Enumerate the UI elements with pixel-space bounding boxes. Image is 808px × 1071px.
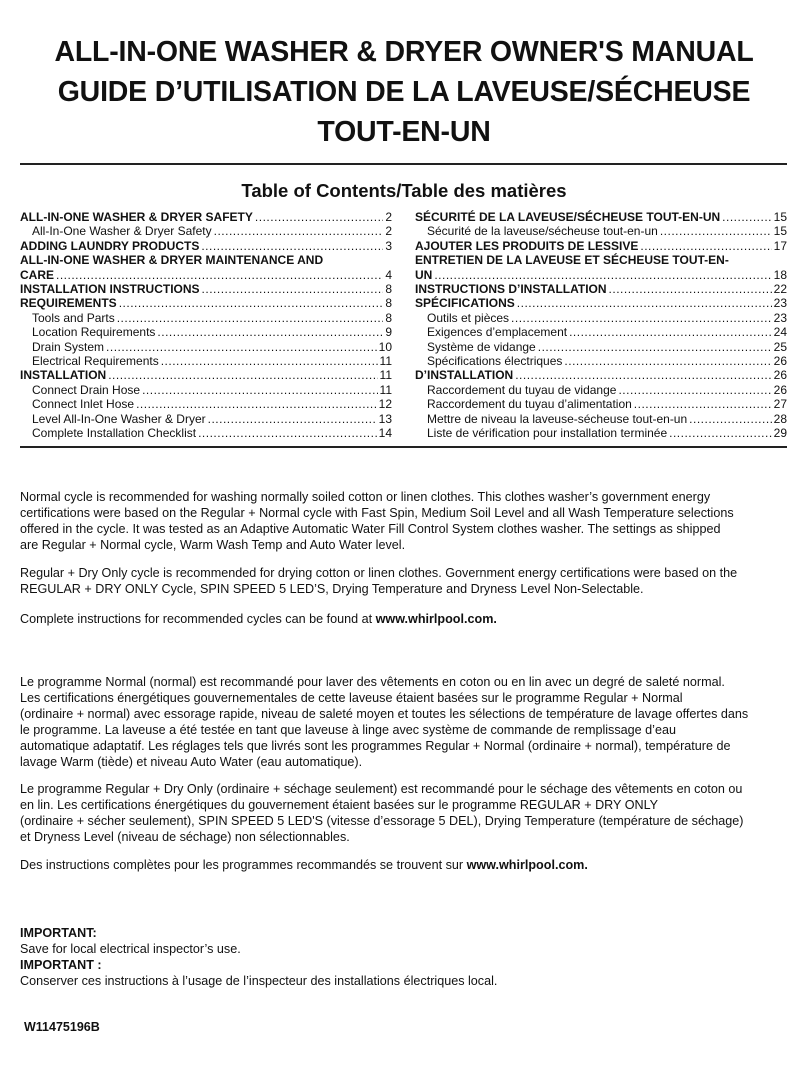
toc-entry[interactable]: [20, 383, 392, 397]
toc-leader-dots: [618, 383, 771, 397]
text-line: et Dryness Level (niveau de séchage) non sélectionnables.: [20, 830, 350, 844]
toc-entry-label: CARE: [20, 267, 55, 282]
title-divider: [20, 163, 787, 165]
text-line: are Regular + Normal cycle, Warm Wash Temp and Auto Water level.: [20, 538, 406, 552]
toc-entry-label: REQUIREMENTS: [20, 296, 117, 311]
toc-leader-dots: [255, 210, 383, 224]
toc-entry-label: Système de vidange: [427, 339, 536, 354]
toc-entry-page: 11: [379, 354, 392, 369]
toc-entry[interactable]: [20, 325, 392, 339]
toc-entry[interactable]: [415, 325, 787, 339]
toc-entry-label: Location Requirements: [32, 325, 156, 340]
toc-entry-label: ALL-IN-ONE WASHER & DRYER SAFETY: [20, 210, 253, 224]
toc-leader-dots: [202, 282, 384, 296]
text-line: le programme. La laveuse a été testée en tant que laveuse à linge avec système de commande de remplissage d’eau: [20, 723, 676, 737]
toc-entry-label: Connect Drain Hose: [32, 382, 141, 397]
toc-entry[interactable]: [415, 383, 787, 397]
toc-entry-label: ENTRETIEN DE LA LAVEUSE ET SÉCHEUSE TOUT-EN-: [415, 253, 729, 268]
toc-entry-page: 11: [379, 382, 392, 397]
toc-entry-label: UN: [415, 267, 433, 282]
toc-entry-page: 9: [385, 325, 392, 340]
document-number: W11475196B: [24, 1020, 100, 1034]
toc-leader-dots: [56, 268, 383, 282]
toc-entry[interactable]: [415, 210, 787, 224]
important-heading-french: IMPORTANT :: [20, 958, 102, 972]
toc-entry[interactable]: [20, 412, 392, 426]
toc-entry-label: AJOUTER LES PRODUITS DE LESSIVE: [415, 238, 639, 253]
toc-entry-page: 26: [773, 368, 787, 383]
whirlpool-link[interactable]: www.whirlpool.com.: [466, 858, 588, 872]
toc-entry-page: 4: [385, 267, 392, 282]
toc-entry[interactable]: [20, 311, 392, 325]
toc-entry[interactable]: [20, 354, 392, 368]
french-instructions-paragraph: [20, 857, 790, 873]
toc-entry-page: 29: [773, 426, 787, 441]
text-line: lavage Warm (tiède) et niveau Auto Water (eau automatique).: [20, 755, 363, 769]
toc-entry-label: Exigences d’emplacement: [427, 325, 568, 340]
toc-entry-label: Level All-In-One Washer & Dryer: [32, 411, 206, 426]
toc-entry-page: 8: [385, 282, 392, 297]
text-line: offered in the cycle. It was tested as an Adaptive Automatic Water Fill Control System clothes washer. The settings as shipped: [20, 522, 721, 536]
toc-divider: [20, 446, 787, 448]
toc-leader-dots: [136, 397, 377, 411]
toc-entry[interactable]: [415, 268, 787, 282]
text-line: Le programme Regular + Dry Only (ordinaire + séchage seulement) est recommandé pour le séchage des vêtements en coton ou: [20, 782, 743, 796]
toc-entry-page: 12: [378, 397, 392, 412]
toc-entry[interactable]: [20, 426, 392, 440]
toc-entry-label: Connect Inlet Hose: [32, 397, 135, 412]
toc-entry-label: INSTALLATION INSTRUCTIONS: [20, 282, 200, 297]
toc-entry-page: 25: [773, 339, 787, 354]
text-line: en lin. Les certifications énergétiques du gouvernement étaient basées sur le programme REGULAR + DRY ONLY: [20, 798, 659, 812]
whirlpool-link[interactable]: www.whirlpool.com.: [375, 612, 497, 626]
toc-leader-dots: [119, 296, 384, 310]
toc-entry-label: INSTRUCTIONS D’INSTALLATION: [415, 282, 607, 297]
toc-entry-label: INSTALLATION: [20, 368, 107, 383]
toc-leader-dots: [214, 224, 384, 238]
toc-leader-dots: [515, 368, 771, 382]
toc-entry-page: 2: [385, 210, 392, 224]
toc-entry[interactable]: [415, 368, 787, 382]
toc-entry-label: Drain System: [32, 339, 105, 354]
toc-entry-label: Spécifications électriques: [427, 354, 563, 369]
toc-entry[interactable]: [415, 340, 787, 354]
toc-entry[interactable]: [415, 296, 787, 310]
toc-entry[interactable]: [415, 412, 787, 426]
toc-entry-label: D’INSTALLATION: [415, 368, 514, 383]
toc-leader-dots: [660, 224, 772, 238]
toc-leader-dots: [669, 426, 772, 440]
toc-leader-dots: [434, 268, 771, 282]
toc-heading: Table of Contents/Table des matières: [241, 180, 567, 201]
toc-leader-dots: [722, 210, 771, 224]
toc-entry[interactable]: [20, 368, 392, 382]
toc-entry-page: 3: [385, 238, 392, 253]
toc-entry[interactable]: [20, 239, 392, 253]
toc-entry-page: 27: [773, 397, 787, 412]
toc-entry[interactable]: [415, 253, 787, 267]
text-line: Des instructions complètes pour les programmes recommandés se trouvent sur: [20, 858, 467, 872]
toc-leader-dots: [569, 325, 772, 339]
title-line-french: GUIDE D’UTILISATION DE LA LAVEUSE/SÉCHEUSE: [57, 76, 751, 108]
text-line: Complete instructions for recommended cycles can be found at: [20, 612, 376, 626]
toc-entry-page: 26: [773, 382, 787, 397]
toc-entry-page: 28: [773, 411, 787, 426]
toc-entry[interactable]: [415, 354, 787, 368]
toc-entry-page: 10: [378, 339, 392, 354]
toc-column-french: [415, 210, 787, 441]
toc-entry-page: 23: [773, 310, 787, 325]
text-line: automatique adaptatif. Les réglages tels que livrés sont les programmes Regular + Normal (ordinaire + normal), température de: [20, 739, 731, 753]
toc-entry-label: Mettre de niveau la laveuse-sécheuse tout-en-un: [427, 411, 688, 426]
toc-entry-label: ALL-IN-ONE WASHER & DRYER MAINTENANCE AND: [20, 253, 324, 268]
toc-entry[interactable]: [415, 224, 787, 238]
toc-entry-label: Outils et pièces: [427, 310, 510, 325]
title-line-french-continued: TOUT-EN-UN: [317, 116, 491, 148]
toc-entry-page: 24: [773, 325, 787, 340]
toc-leader-dots: [640, 239, 771, 253]
toc-entry-label: Sécurité de la laveuse/sécheuse tout-en-un: [427, 224, 658, 239]
toc-entry[interactable]: [20, 282, 392, 296]
toc-entry[interactable]: [20, 296, 392, 310]
manual-title: [0, 32, 808, 152]
toc-entry-label: Tools and Parts: [32, 310, 115, 325]
toc-leader-dots: [117, 311, 384, 325]
toc-entry[interactable]: [415, 311, 787, 325]
toc-entry-label: ADDING LAUNDRY PRODUCTS: [20, 238, 200, 253]
toc-leader-dots: [609, 282, 772, 296]
toc-entry-label: Complete Installation Checklist: [32, 426, 197, 441]
toc-entry[interactable]: [20, 340, 392, 354]
toc-entry-label: SPÉCIFICATIONS: [415, 296, 515, 311]
toc-entry-label: All-In-One Washer & Dryer Safety: [32, 224, 212, 239]
important-notice: [20, 925, 790, 989]
toc-leader-dots: [564, 354, 771, 368]
toc-entry[interactable]: [415, 282, 787, 296]
toc-entry-label: Electrical Requirements: [32, 354, 159, 369]
toc-column-english: [20, 210, 392, 441]
title-line-english: ALL-IN-ONE WASHER & DRYER OWNER'S MANUAL: [54, 36, 754, 68]
toc-entry-page: 23: [773, 296, 787, 311]
important-text-english: Save for local electrical inspector’s use.: [20, 942, 241, 956]
toc-entry-page: 8: [385, 296, 392, 311]
toc-entry[interactable]: [20, 253, 392, 267]
english-dry-cycle-paragraph: [20, 565, 790, 597]
toc-leader-dots: [161, 354, 378, 368]
toc-leader-dots: [201, 239, 383, 253]
french-normal-cycle-paragraph: [20, 674, 790, 770]
toc-entry-page: 26: [773, 354, 787, 369]
text-line: Regular + Dry Only cycle is recommended for drying cotton or linen clothes. Government energy certifications were based on the: [20, 566, 738, 580]
toc-leader-dots: [208, 412, 377, 426]
toc-entry-page: 2: [385, 224, 392, 239]
toc-entry-page: 18: [773, 267, 787, 282]
toc-entry-page: 15: [773, 210, 787, 224]
toc-entry[interactable]: [415, 426, 787, 440]
text-line: Les certifications énergétiques gouvernementales de cette laveuse étaient basées sur le programme Regular + Normal: [20, 691, 683, 705]
text-line: Le programme Normal (normal) est recommandé pour laver des vêtements en coton ou en lin avec un degré de saleté normal.: [20, 675, 725, 689]
text-line: certifications were based on the Regular + Normal cycle with Fast Spin, Medium Soil Level and all Wash Temperature selections: [20, 506, 734, 520]
text-line: Normal cycle is recommended for washing normally soiled cotton or linen clothes. This clothes washer’s government energy: [20, 490, 711, 504]
toc-entry[interactable]: [20, 397, 392, 411]
toc-leader-dots: [142, 383, 377, 397]
important-text-french: Conserver ces instructions à l’usage de l’inspecteur des installations électriques local.: [20, 974, 498, 988]
toc-entry[interactable]: [415, 397, 787, 411]
toc-entry-page: 13: [378, 411, 392, 426]
toc-leader-dots: [511, 311, 772, 325]
toc-entry-page: 17: [773, 238, 787, 253]
english-instructions-paragraph: [20, 611, 790, 627]
toc-leader-dots: [689, 412, 771, 426]
text-line: (ordinaire + sécher seulement), SPIN SPEED 5 LED'S (vitesse d’essorage 5 DEL), Drying Temperature (température de séchage): [20, 814, 744, 828]
toc-leader-dots: [517, 296, 772, 310]
text-line: (ordinaire + normal) avec essorage rapide, niveau de saleté moyen et toutes les sélections de température de lavage offertes dans: [20, 707, 749, 721]
important-heading-english: IMPORTANT:: [20, 926, 97, 940]
toc-entry-label: Liste de vérification pour installation terminée: [427, 426, 668, 441]
toc-entry-page: 8: [385, 310, 392, 325]
toc-entry[interactable]: [20, 268, 392, 282]
toc-leader-dots: [108, 368, 377, 382]
toc-entry[interactable]: [415, 239, 787, 253]
toc-entry-label: SÉCURITÉ DE LA LAVEUSE/SÉCHEUSE TOUT-EN-UN: [415, 210, 721, 224]
toc-leader-dots: [538, 340, 772, 354]
toc-entry[interactable]: [20, 224, 392, 238]
toc-leader-dots: [198, 426, 377, 440]
toc-entry-label: Raccordement du tuyau d’alimentation: [427, 397, 632, 412]
text-line: REGULAR + DRY ONLY Cycle, SPIN SPEED 5 LED’S, Drying Temperature and Dryness Level Non-Selectable.: [20, 582, 644, 596]
toc-entry-page: 15: [773, 224, 787, 239]
toc-entry-page: 11: [379, 368, 392, 383]
toc-entry-label: Raccordement du tuyau de vidange: [427, 382, 617, 397]
english-normal-cycle-paragraph: [20, 489, 790, 553]
toc-entry[interactable]: [20, 210, 392, 224]
french-dry-cycle-paragraph: [20, 781, 790, 845]
toc-leader-dots: [634, 397, 772, 411]
toc-entry-page: 22: [773, 282, 787, 297]
toc-entry-page: 14: [378, 426, 392, 441]
toc-leader-dots: [157, 325, 383, 339]
toc-leader-dots: [106, 340, 377, 354]
